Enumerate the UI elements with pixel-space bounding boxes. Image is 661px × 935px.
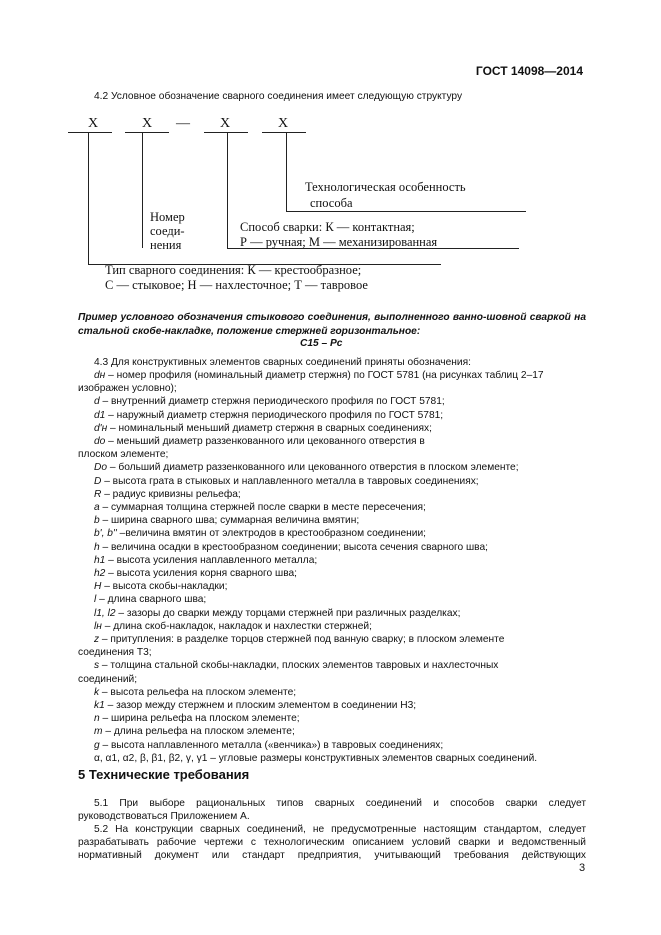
symbol-item <box>78 369 586 382</box>
type-line1: Тип сварного соединения: К — крестообразное; <box>105 263 362 277</box>
underline-4 <box>262 132 306 133</box>
symbol-description: – наружный диаметр стержня периодического профиля по ГОСТ 5781; <box>105 409 444 421</box>
symbol-description: –величина вмятин от электродов в крестообразном соединении; <box>116 528 426 540</box>
symbol-description: – зазоры до сварки между торцами стержней при различных разделках; <box>115 607 461 619</box>
symbol-item <box>78 593 586 606</box>
symbol-item <box>78 541 586 554</box>
number-line1: Номер <box>150 210 185 224</box>
symbol-name: b', b'' <box>94 528 117 540</box>
symbol-name: D <box>94 475 102 487</box>
symbol-item <box>78 580 586 593</box>
symbol-description: – высота усиления наплавленного металла; <box>105 554 318 566</box>
x-symbol-1: X <box>88 116 99 131</box>
symbol-item <box>78 686 586 699</box>
symbol-item <box>78 488 586 501</box>
symbol-item <box>78 620 586 633</box>
symbol-name: dн <box>94 370 106 381</box>
symbol-item <box>78 699 586 712</box>
symbol-name: d1 <box>94 409 106 421</box>
document-id: ГОСТ 14098—2014 <box>475 64 583 78</box>
symbol-description: плоском элементе; <box>78 449 169 461</box>
symbol-name: g <box>94 739 100 751</box>
symbol-description: – номер профиля (номинальный диаметр стержня) по ГОСТ 5781 (на рисунках таблиц 2–17 <box>105 370 544 381</box>
symbol-name: z <box>94 634 100 646</box>
symbol-item <box>78 607 586 620</box>
symbol-name: do <box>94 436 106 448</box>
symbol-item <box>78 409 586 422</box>
symbol-name: Do <box>94 462 108 474</box>
symbol-description: – высота рельефа на плоском элементе; <box>99 686 297 698</box>
symbol-name: b <box>94 515 100 527</box>
symbol-description: – номинальный меньший диаметр стержня в сварных соединениях; <box>107 422 432 434</box>
intro-paragraph: 4.2 Условное обозначение сварного соединения имеет следующую структуру <box>94 91 463 102</box>
symbol-item <box>78 646 586 659</box>
symbol-item <box>78 567 586 580</box>
symbol-item <box>78 422 586 435</box>
number-line2: соеди- <box>150 224 185 238</box>
symbol-description: – ширина сварного шва; суммарная величина вмятин; <box>99 515 360 527</box>
symbol-name: s <box>94 660 100 672</box>
symbol-item <box>78 712 586 725</box>
symbol-description: – длина рельефа на плоском элементе; <box>102 726 295 738</box>
connector-method <box>227 133 228 248</box>
section-5-title: 5 Технические требования <box>78 767 250 782</box>
symbol-description: – толщина стальной скобы-накладки, плоских элементов тавровых и нахлесточных <box>99 660 499 672</box>
symbol-description: – суммарная толщина стержней после сварки в месте пересечения; <box>99 502 426 514</box>
underline-1 <box>68 132 112 133</box>
symbol-description: – высота скобы-накладки; <box>101 581 228 593</box>
symbol-name: lн <box>94 620 102 632</box>
symbol-name: H <box>94 581 102 593</box>
symbol-item <box>78 554 586 567</box>
connector-tech <box>286 133 287 211</box>
symbol-description: соединений; <box>78 673 138 685</box>
symbol-item <box>78 435 586 448</box>
sec43-title: 4.3 Для конструктивных элементов сварных соединений приняты обозначения: <box>94 357 471 368</box>
symbol-name: R <box>94 488 102 500</box>
symbol-name: l <box>94 594 97 606</box>
number-line3: нения <box>150 238 182 252</box>
symbol-name: h1 <box>94 554 106 566</box>
symbol-name: d <box>94 396 100 408</box>
x-symbol-4: X <box>278 116 289 131</box>
symbol-description: – высота грата в стыковых и наплавленного металла в тавровых соединениях; <box>101 475 479 487</box>
symbol-description: – длина сварного шва; <box>96 594 207 606</box>
symbol-name: h <box>94 541 100 553</box>
symbol-description: – больший диаметр раззенкованного или цекованного отверстия в плоском элементе; <box>107 462 519 474</box>
symbol-name: k1 <box>94 700 105 712</box>
symbol-item <box>78 725 586 738</box>
symbol-description: – длина скоб-накладок, накладок и нахлестки стержней; <box>101 620 372 632</box>
symbol-name: h2 <box>94 568 106 580</box>
symbol-description: – высота наплавленного металла («венчика») в тавровых соединениях; <box>99 739 444 751</box>
symbol-name: n <box>94 713 100 725</box>
tech-feature-line2: способа <box>310 196 353 210</box>
symbol-item <box>78 752 586 765</box>
symbol-item <box>78 659 586 672</box>
symbol-description: – внутренний диаметр стержня периодического профиля по ГОСТ 5781; <box>99 396 445 408</box>
connector-number <box>142 133 143 248</box>
symbol-item <box>78 514 586 527</box>
symbol-name: l1, l2 <box>94 607 116 619</box>
bracket-tech <box>286 211 526 212</box>
symbol-item <box>78 633 586 646</box>
page-number: 3 <box>579 862 586 874</box>
connector-type <box>88 133 89 264</box>
tech-feature-line1: Технологическая особенность <box>305 180 466 194</box>
symbol-description: – величина осадки в крестообразном соединении; высота сечения сварного шва; <box>99 541 488 553</box>
paragraph-5-2: 5.2 На конструкции сварных соединений, не предусмотренные настоящим стандартом, следует разрабатывать рабочие чертежи с технологическим описанием условий сварки и ведомственный нормативный документ или стандарт предприятия, учитывающий требования действующих <box>78 824 586 862</box>
symbol-description: – притупления: в разделке торцов стержней под ванную сварку; в плоском элементе <box>99 634 505 646</box>
method-line2: Р — ручная; М — механизированная <box>240 235 438 249</box>
symbol-item <box>78 382 586 395</box>
symbol-item <box>78 395 586 408</box>
symbol-description: – меньший диаметр раззенкованного или цекованного отверстия в <box>105 436 425 448</box>
method-line1: Способ сварки: К — контактная; <box>240 220 415 234</box>
symbol-item <box>78 673 586 686</box>
x-symbol-3: X <box>220 116 231 131</box>
symbol-item <box>78 461 586 474</box>
symbol-item <box>78 475 586 488</box>
example-text: Пример условного обозначения стыкового соединения, выполненного ванно-шовной сваркой на стальной скобе-накладке, положение стержней горизонтальное: <box>78 312 586 337</box>
symbol-description: – зазор между стержнем и плоским элементом в соединении Н3; <box>104 700 417 712</box>
symbol-item <box>78 739 586 752</box>
symbol-item <box>78 448 586 461</box>
symbol-name: k <box>94 686 100 698</box>
underline-3 <box>204 132 248 133</box>
symbol-item <box>78 501 586 514</box>
symbol-name: m <box>94 726 103 738</box>
symbols-list <box>78 369 586 765</box>
symbol-description: соединения Т3; <box>78 647 152 659</box>
symbol-description: α, α1, α2, β, β1, β2, γ, γ1 – угловые размеры конструктивных элементов сварных соединений. <box>94 752 538 764</box>
symbol-description: – высота усиления корня сварного шва; <box>105 568 297 580</box>
x-symbol-2: X <box>142 116 153 131</box>
example-code: С15 – Рс <box>300 338 343 349</box>
symbol-description: – ширина рельефа на плоском элементе; <box>99 713 300 725</box>
symbol-description: – радиус кривизны рельефа; <box>101 488 241 500</box>
dash-symbol: — <box>176 116 190 131</box>
type-line2: С — стыковое; Н — нахлесточное; Т — тавровое <box>105 278 368 292</box>
paragraph-5-1: 5.1 При выборе рациональных типов сварных соединений и способов сварки следует руководствоваться Приложением А. <box>78 798 586 823</box>
underline-2 <box>125 132 169 133</box>
symbol-name: a <box>94 502 100 514</box>
symbol-description: изображен условно); <box>78 383 177 395</box>
symbol-name: d'н <box>94 422 108 434</box>
symbol-item <box>78 527 586 540</box>
